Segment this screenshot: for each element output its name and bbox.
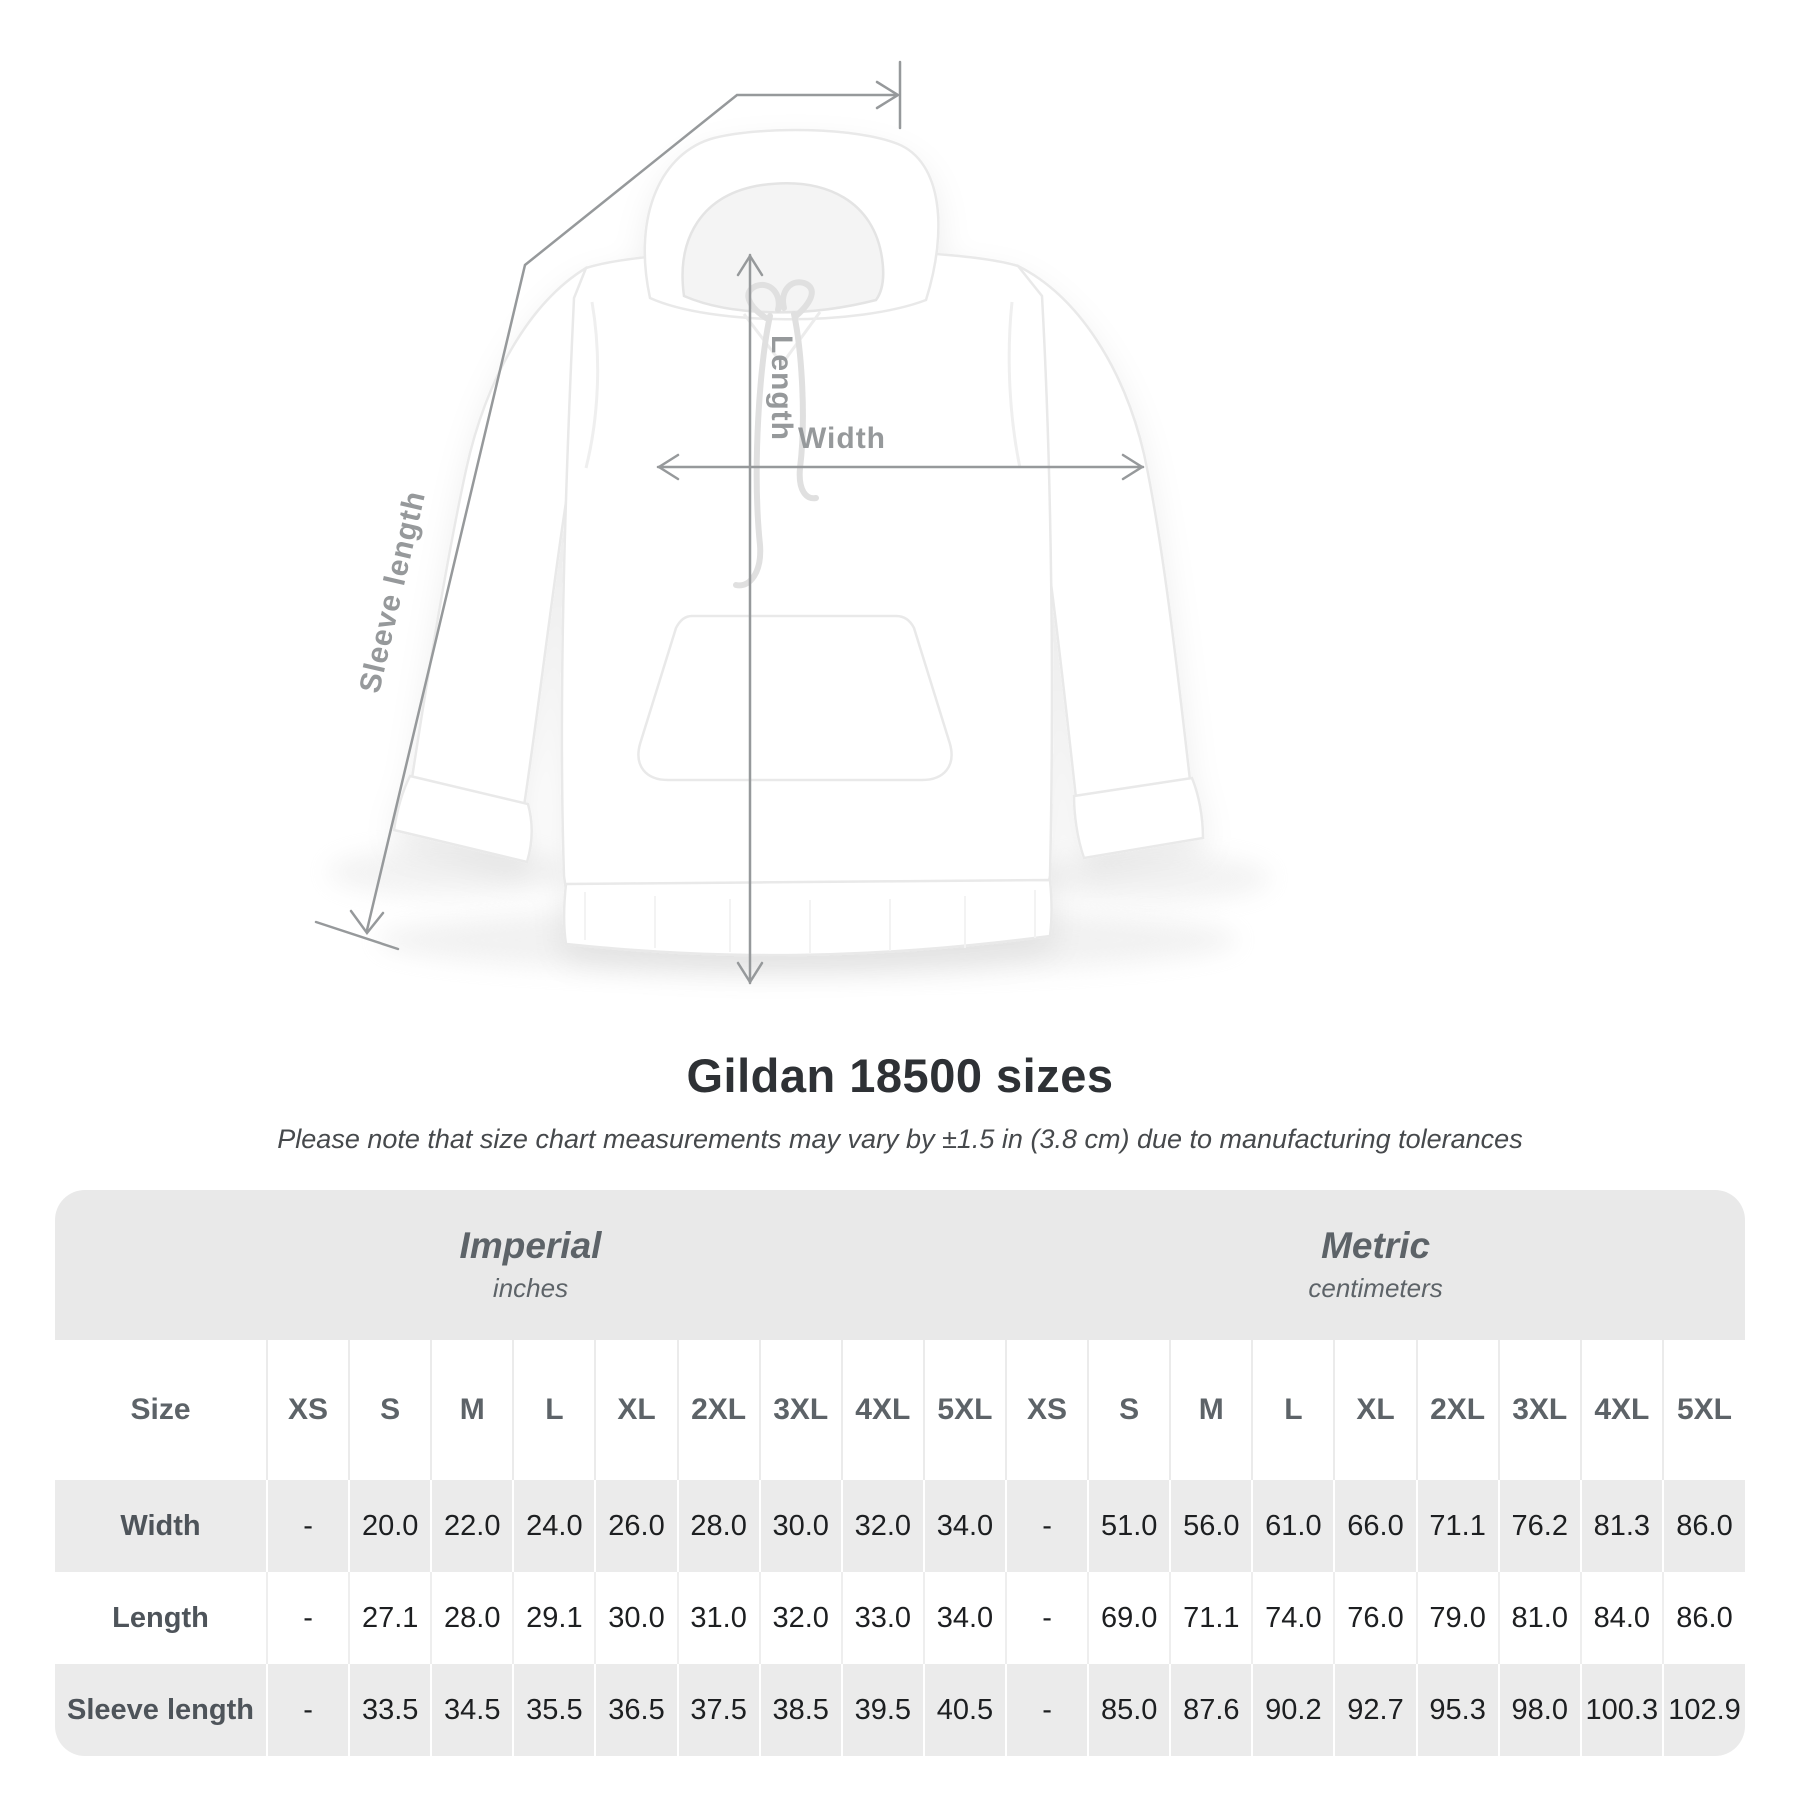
- sleeve-length-label: Sleeve length: [353, 487, 433, 697]
- size-header-cell: S: [1088, 1340, 1170, 1480]
- metric-subtitle: centimeters: [1308, 1273, 1443, 1304]
- value-cell: 28.0: [678, 1480, 760, 1572]
- imperial-subtitle: inches: [492, 1273, 569, 1304]
- hoodie-illustration: [394, 130, 1203, 955]
- value-cell: 92.7: [1334, 1664, 1416, 1756]
- value-cell: 24.0: [513, 1480, 595, 1572]
- table-row-length: [55, 1572, 1745, 1664]
- row-label: Sleeve length: [55, 1664, 267, 1756]
- unit-header-imperial: [55, 1190, 1006, 1340]
- size-header-cell: M: [1170, 1340, 1252, 1480]
- value-cell: -: [267, 1572, 349, 1664]
- page-title: Gildan 18500 sizes: [686, 1049, 1114, 1102]
- width-label: Width: [797, 422, 887, 455]
- value-cell: 36.5: [595, 1664, 677, 1756]
- value-cell: 30.0: [760, 1480, 842, 1572]
- value-cell: -: [267, 1480, 349, 1572]
- row-label: Length: [55, 1572, 267, 1664]
- value-cell: 33.5: [349, 1664, 431, 1756]
- value-cell: 81.0: [1499, 1572, 1581, 1664]
- value-cell: 34.5: [431, 1664, 513, 1756]
- value-cell: 26.0: [595, 1480, 677, 1572]
- metric-title: Metric: [1321, 1224, 1431, 1266]
- page-subtitle: Please note that size chart measurements may vary by ±1.5 in (3.8 cm) due to manufacturing tolerances: [277, 1124, 1523, 1154]
- row-label: Width: [55, 1480, 267, 1572]
- value-cell: 86.0: [1663, 1572, 1745, 1664]
- value-cell: 66.0: [1334, 1480, 1416, 1572]
- size-header-cell: 3XL: [1499, 1340, 1581, 1480]
- value-cell: 51.0: [1088, 1480, 1170, 1572]
- size-header-cell: 5XL: [924, 1340, 1006, 1480]
- value-cell: 38.5: [760, 1664, 842, 1756]
- size-col-header: Size: [55, 1340, 267, 1480]
- value-cell: 76.2: [1499, 1480, 1581, 1572]
- value-cell: 28.0: [431, 1572, 513, 1664]
- unit-header-row: [55, 1190, 1745, 1340]
- value-cell: 74.0: [1252, 1572, 1334, 1664]
- size-header-cell: L: [513, 1340, 595, 1480]
- table-row-width: [55, 1480, 1745, 1572]
- value-cell: 30.0: [595, 1572, 677, 1664]
- size-table: [55, 1190, 1745, 1756]
- size-header-cell: S: [349, 1340, 431, 1480]
- value-cell: 98.0: [1499, 1664, 1581, 1756]
- value-cell: -: [1006, 1480, 1088, 1572]
- size-header-cell: L: [1252, 1340, 1334, 1480]
- value-cell: 69.0: [1088, 1572, 1170, 1664]
- size-header-cell: M: [431, 1340, 513, 1480]
- table-row-sleeve-length: [55, 1664, 1745, 1756]
- unit-header-metric: [1006, 1190, 1745, 1340]
- size-header-cell: 3XL: [760, 1340, 842, 1480]
- value-cell: 40.5: [924, 1664, 1006, 1756]
- value-cell: 20.0: [349, 1480, 431, 1572]
- value-cell: 76.0: [1334, 1572, 1416, 1664]
- size-header-cell: XL: [595, 1340, 677, 1480]
- imperial-title: Imperial: [459, 1224, 602, 1266]
- value-cell: -: [1006, 1664, 1088, 1756]
- size-header-row: [55, 1340, 1745, 1480]
- size-header-cell: XS: [1006, 1340, 1088, 1480]
- value-cell: 95.3: [1417, 1664, 1499, 1756]
- value-cell: 31.0: [678, 1572, 760, 1664]
- value-cell: 61.0: [1252, 1480, 1334, 1572]
- value-cell: -: [267, 1664, 349, 1756]
- value-cell: 33.0: [842, 1572, 924, 1664]
- size-header-cell: XL: [1334, 1340, 1416, 1480]
- value-cell: 35.5: [513, 1664, 595, 1756]
- value-cell: 87.6: [1170, 1664, 1252, 1756]
- size-header-cell: 4XL: [842, 1340, 924, 1480]
- size-header-cell: 2XL: [678, 1340, 760, 1480]
- value-cell: 29.1: [513, 1572, 595, 1664]
- value-cell: 32.0: [842, 1480, 924, 1572]
- value-cell: 71.1: [1170, 1572, 1252, 1664]
- value-cell: 86.0: [1663, 1480, 1745, 1572]
- value-cell: 37.5: [678, 1664, 760, 1756]
- value-cell: 81.3: [1581, 1480, 1663, 1572]
- value-cell: -: [1006, 1572, 1088, 1664]
- size-header-cell: 4XL: [1581, 1340, 1663, 1480]
- value-cell: 39.5: [842, 1664, 924, 1756]
- value-cell: 22.0: [431, 1480, 513, 1572]
- size-header-cell: 2XL: [1417, 1340, 1499, 1480]
- value-cell: 85.0: [1088, 1664, 1170, 1756]
- value-cell: 79.0: [1417, 1572, 1499, 1664]
- length-label: Length: [765, 335, 798, 441]
- value-cell: 27.1: [349, 1572, 431, 1664]
- value-cell: 84.0: [1581, 1572, 1663, 1664]
- value-cell: 34.0: [924, 1572, 1006, 1664]
- value-cell: 90.2: [1252, 1664, 1334, 1756]
- value-cell: 56.0: [1170, 1480, 1252, 1572]
- size-header-cell: 5XL: [1663, 1340, 1745, 1480]
- size-header-cell: XS: [267, 1340, 349, 1480]
- value-cell: 100.3: [1581, 1664, 1663, 1756]
- value-cell: 71.1: [1417, 1480, 1499, 1572]
- value-cell: 34.0: [924, 1480, 1006, 1572]
- value-cell: 102.9: [1663, 1664, 1745, 1756]
- value-cell: 32.0: [760, 1572, 842, 1664]
